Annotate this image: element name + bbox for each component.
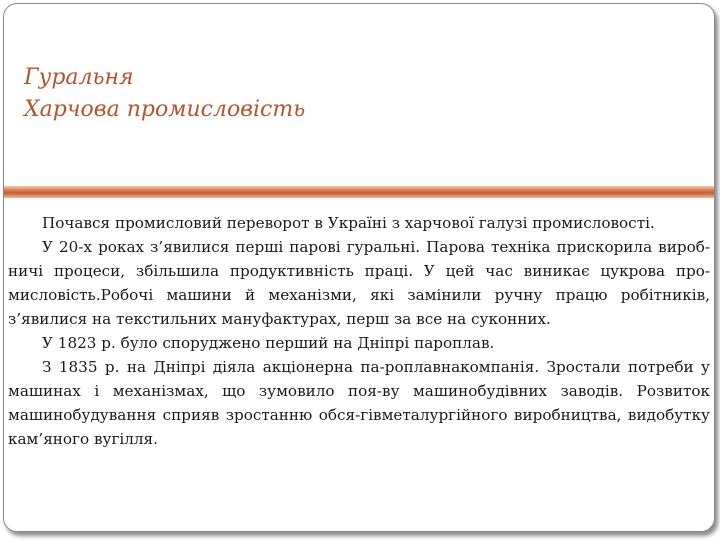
slide-title [24,62,684,126]
title-line-2: Харчова промисловість [24,97,306,122]
body-paragraph-1: Почався промисловий переворот в Україні з харчової галузі промисловості. [42,214,655,232]
slide-body [8,211,710,451]
slide [3,3,715,532]
body-paragraph-4: З 1835 р. на Дніпрі діяла акціонерна па-роплавнакомпанія. Зростали потреби у машинах і механізмах, що зумовило поя-ву машинобудівних заводів. Розвиток машинобудування сприяв зростанню обся-гівметалургійного виробництва, видобутку кам’яного вугілля. [8,358,710,448]
body-paragraph-2: У 20-х роках з’явилися перші парові гуральні. Парова техніка прискорила вироб-ничі процеси, збільшила продуктивність праці. У цей час виникає цукрова про-мисловість.Робочі машини й механізми, які замінили ручну працю робітників, з’явилися на текстильних мануфактурах, перш за все на суконних. [8,238,710,328]
title-divider [4,186,714,198]
body-paragraph-3: У 1823 р. було споруджено перший на Дніпрі пароплав. [42,334,495,352]
title-line-1: Гуральня [24,65,134,90]
